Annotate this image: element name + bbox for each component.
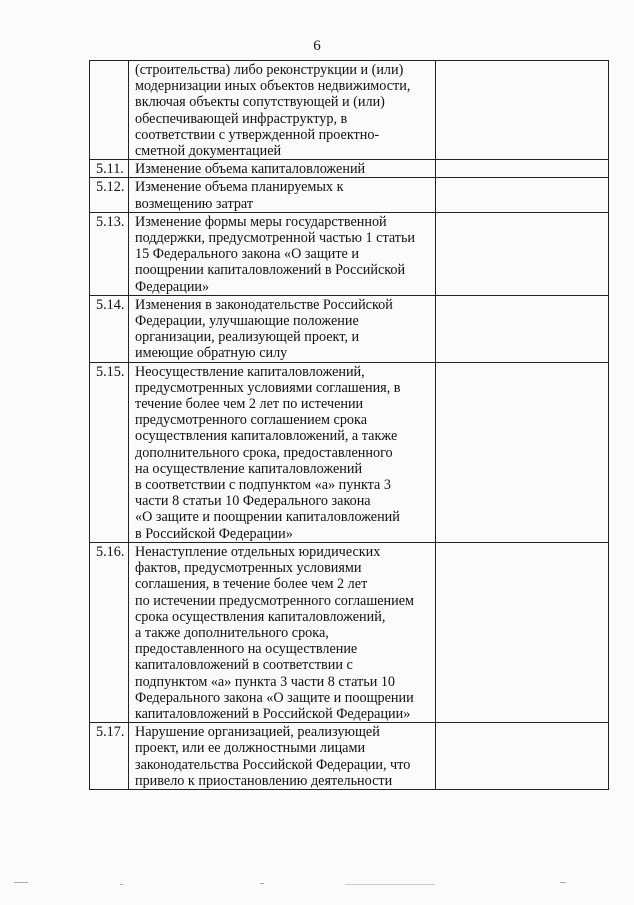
description-line: на осуществление капиталовложений	[135, 460, 363, 477]
description-line: Ненаступление отдельных юридических	[135, 543, 381, 560]
description-line: обеспечивающей инфраструктур, в	[135, 110, 348, 127]
empty-cell	[436, 160, 609, 178]
scan-speck	[260, 883, 264, 884]
description-line: соглашения, в течение более чем 2 лет	[135, 576, 368, 593]
description-line: соответствии с утвержденной проектно-	[135, 126, 380, 143]
table-row	[90, 362, 609, 542]
item-description	[129, 178, 436, 212]
item-description	[129, 362, 436, 542]
empty-cell	[436, 61, 609, 160]
scan-artifacts	[0, 880, 634, 892]
description-line: законодательства Российской Федерации, что	[135, 756, 411, 773]
item-description	[129, 160, 436, 178]
description-line: Изменение объема капиталовложений	[135, 161, 366, 178]
description-line: 15 Федерального закона «О защите и	[135, 246, 359, 263]
item-description	[129, 542, 436, 722]
table-row	[90, 160, 609, 178]
description-line: капиталовложений в Российской Федерации»	[135, 705, 411, 722]
scan-speck	[345, 884, 435, 885]
description-line: Федерации, улучшающие положение	[135, 313, 359, 330]
description-line: проект, или ее должностными лицами	[135, 740, 366, 757]
description-line: Федерации»	[135, 278, 210, 295]
item-number: 5.14.	[90, 295, 129, 362]
description-line: Изменение формы меры государственной	[135, 213, 387, 230]
table-row	[90, 723, 609, 790]
description-line: Нарушение организацией, реализующей	[135, 724, 380, 741]
description-line: «О защите и поощрении капиталовложений	[135, 509, 400, 526]
description-line: Изменения в законодательстве Российской	[135, 296, 393, 313]
item-description	[129, 61, 436, 160]
table-row	[90, 61, 609, 160]
item-number: 5.12.	[90, 178, 129, 212]
item-number: 5.17.	[90, 723, 129, 790]
description-line: части 8 статьи 10 Федерального закона	[135, 493, 371, 510]
item-description	[129, 723, 436, 790]
item-description	[129, 212, 436, 295]
table-row	[90, 212, 609, 295]
description-line: предоставленного на осуществление	[135, 641, 358, 658]
item-description	[129, 295, 436, 362]
description-line: предусмотренных условиями соглашения, в	[135, 379, 401, 396]
empty-cell	[436, 723, 609, 790]
table-row	[90, 295, 609, 362]
item-number	[90, 61, 129, 160]
description-line: привело к приостановлению деятельности	[135, 772, 393, 789]
item-number: 5.15.	[90, 362, 129, 542]
item-number: 5.16.	[90, 542, 129, 722]
description-line: в Российской Федерации»	[135, 525, 293, 542]
document-table	[89, 60, 609, 790]
description-line: сметной документацией	[135, 143, 282, 160]
table-row	[90, 542, 609, 722]
description-line: Изменение объема планируемых к	[135, 179, 344, 196]
description-line: организации, реализующей проект, и	[135, 329, 360, 346]
description-line: модернизации иных объектов недвижимости,	[135, 78, 411, 95]
scan-speck	[560, 882, 566, 883]
description-line: капиталовложений в соответствии с	[135, 657, 353, 674]
item-number: 5.11.	[90, 160, 129, 178]
description-line: в соответствии с подпунктом «а» пункта 3	[135, 477, 391, 494]
description-line: подпунктом «а» пункта 3 части 8 статьи 10	[135, 673, 396, 690]
empty-cell	[436, 295, 609, 362]
description-line: течение более чем 2 лет по истечении	[135, 396, 364, 413]
description-line: Неосуществление капиталовложений,	[135, 363, 365, 380]
description-line: предусмотренного соглашением срока	[135, 412, 367, 429]
description-line: включая объекты сопутствующей и (или)	[135, 94, 385, 111]
document-table-body	[90, 61, 609, 790]
description-line: поддержки, предусмотренной частью 1 статьи	[135, 230, 416, 247]
description-line: имеющие обратную силу	[135, 345, 288, 362]
scan-speck	[14, 882, 28, 883]
empty-cell	[436, 178, 609, 212]
empty-cell	[436, 542, 609, 722]
description-line: поощрении капиталовложений в Российской	[135, 262, 406, 279]
description-line: срока осуществления капиталовложений,	[135, 608, 386, 625]
description-line: Федерального закона «О защите и поощрении	[135, 689, 414, 706]
description-line: а также дополнительного срока,	[135, 624, 329, 641]
description-line: дополнительного срока, предоставленного	[135, 444, 393, 461]
item-number: 5.13.	[90, 212, 129, 295]
empty-cell	[436, 212, 609, 295]
table-row	[90, 178, 609, 212]
description-line: (строительства) либо реконструкции и (или)	[135, 62, 404, 78]
description-line: фактов, предусмотренных условиями	[135, 560, 362, 577]
page-number: 6	[313, 38, 321, 54]
empty-cell	[436, 362, 609, 542]
scan-speck	[120, 884, 123, 885]
description-line: осуществления капиталовложений, а также	[135, 428, 398, 445]
description-line: по истечении предусмотренного соглашением	[135, 592, 415, 609]
description-line: возмещению затрат	[135, 195, 254, 212]
